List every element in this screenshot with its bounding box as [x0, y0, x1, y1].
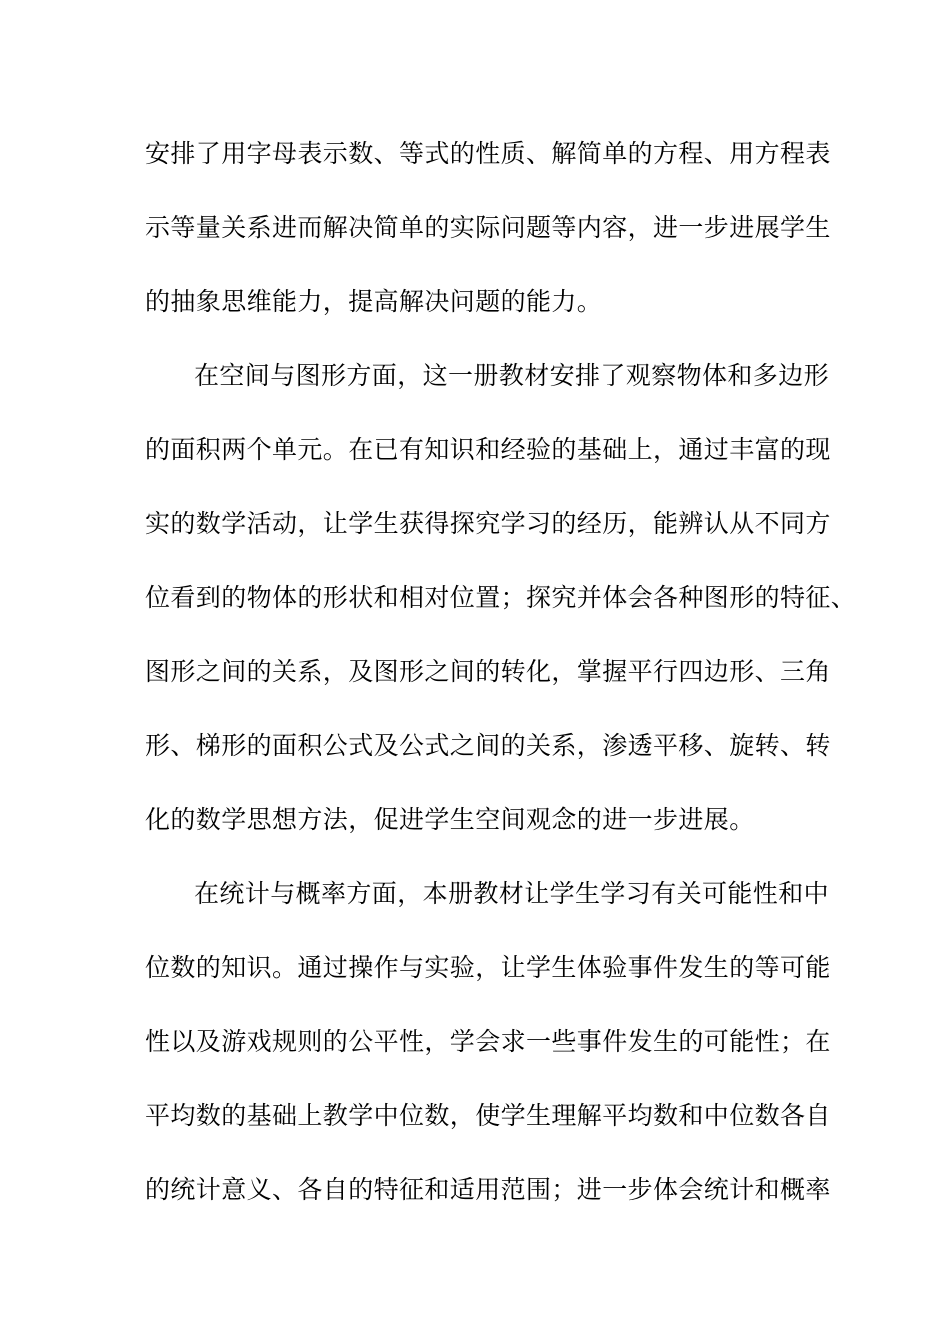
text-line: 性以及游戏规则的公平性，学会求一些事件发生的可能性；在	[145, 1027, 831, 1056]
paragraph-start-line: 在空间与图形方面，这一册教材安排了观察物体和多边形	[194, 361, 830, 390]
text-line: 位看到的物体的形状和相对位置；探究并体会各种图形的特征、	[145, 583, 857, 612]
text-line: 的统计意义、各自的特征和适用范围；进一步体会统计和概率	[145, 1175, 831, 1204]
text-line: 化的数学思想方法，促进学生空间观念的进一步进展。	[145, 805, 755, 834]
text-line: 的面积两个单元。在已有知识和经验的基础上，通过丰富的现	[145, 435, 831, 464]
text-line: 实的数学活动，让学生获得探究学习的经历，能辨认从不同方	[145, 509, 831, 538]
text-line: 位数的知识。通过操作与实验，让学生体验事件发生的等可能	[145, 953, 831, 982]
text-line: 的抽象思维能力，提高解决问题的能力。	[145, 287, 603, 316]
text-line: 图形之间的关系，及图形之间的转化，掌握平行四边形、三角	[145, 657, 831, 686]
text-line: 示等量关系进而解决简单的实际问题等内容，进一步进展学生	[145, 213, 831, 242]
text-line: 平均数的基础上教学中位数，使学生理解平均数和中位数各自	[145, 1101, 831, 1130]
paragraph-start-line: 在统计与概率方面，本册教材让学生学习有关可能性和中	[194, 879, 830, 908]
text-line: 安排了用字母表示数、等式的性质、解简单的方程、用方程表	[145, 139, 831, 168]
text-line: 形、梯形的面积公式及公式之间的关系，渗透平移、旋转、转	[145, 731, 831, 760]
